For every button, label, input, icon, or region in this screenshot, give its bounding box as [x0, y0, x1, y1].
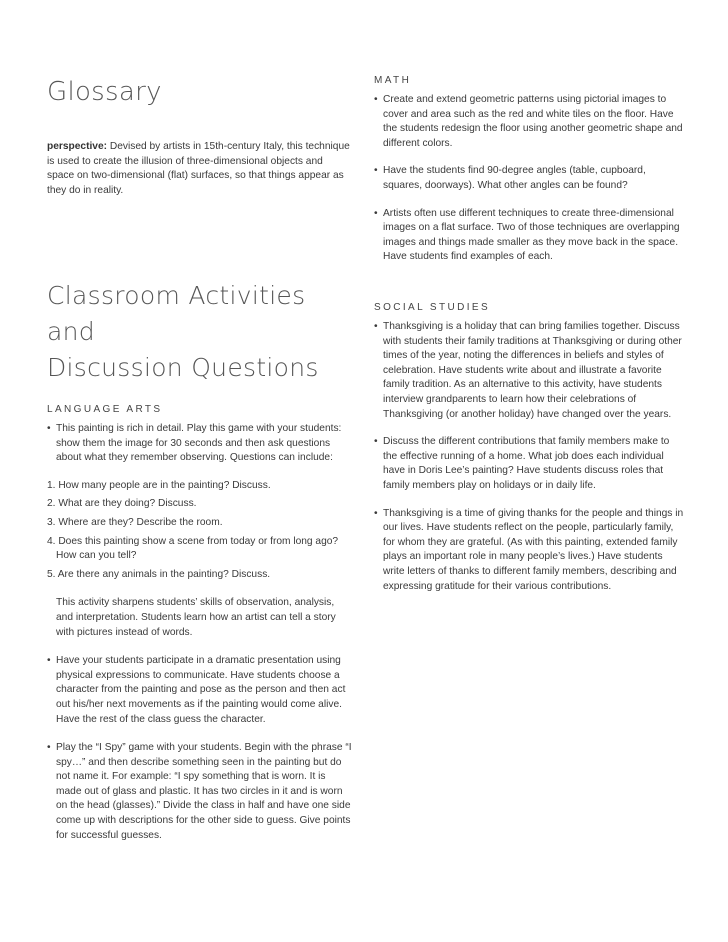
- question-item: 3. Where are they? Describe the room.: [47, 516, 223, 528]
- glossary-definition: Devised by artists in 15th-century Italy, this technique is used to create the illusion of three-dimensional objects and space on two-dimensional (flat) surfaces, so that things appear as they do in reality.: [47, 141, 350, 196]
- social-studies-bullet: • Discuss the different contributions that family members make to the effective running of a home. What job does each individual have in Doris Lee’s painting? Have students discuss roles that family members play on holidays or in daily life.: [374, 435, 684, 493]
- glossary-entry: [47, 140, 352, 198]
- math-section: [374, 74, 684, 265]
- glossary-title: Glossary: [47, 77, 162, 107]
- question-item: 4. Does this painting show a scene from today or from long ago? How can you tell?: [47, 535, 339, 562]
- language-arts-bullet: • Have your students participate in a dramatic presentation using physical expressions to communicate. Have students choose a character from the painting and pose as the person and then act out his/her next movements as if the painting would come alive. Have the rest of the class guess the character.: [47, 654, 352, 727]
- question-list: [47, 479, 352, 583]
- language-arts-section: [47, 403, 352, 843]
- language-arts-label: LANGUAGE ARTS: [47, 404, 163, 415]
- social-studies-bullet: • Thanksgiving is a time of giving thanks for the people and things in our lives. Have students reflect on the people, particularly family, for whom they are grateful. (As with this painting, extended family plays an important role in many people’s lives.) Have students write letters of thanks to different family members, describing and expressing gratitude for their various contributions.: [374, 507, 684, 595]
- math-bullet: • Have the students find 90-degree angles (table, cupboard, squares, doorways). What other angles can be found?: [374, 164, 684, 193]
- language-arts-bullet: • Play the “I Spy” game with your students. Begin with the phrase “I spy…” and then describe something seen in the painting but do not name it. For example: “I spy something that is worn. It is made out of glass and plastic. It has two circles in it and is worn on the head (glasses).” Divide the class in half and have one side come up with descriptions for the other side to guess. Give points for successful guesses.: [47, 741, 352, 843]
- social-studies-label: SOCIAL STUDIES: [374, 302, 491, 313]
- activities-title: [47, 278, 357, 386]
- social-studies-section: [374, 301, 684, 594]
- activities-title-line2: Discussion Questions: [47, 353, 319, 382]
- question-item: 5. Are there any animals in the painting? Discuss.: [47, 568, 271, 580]
- glossary-term: perspective:: [47, 141, 108, 152]
- math-label: MATH: [374, 75, 412, 86]
- question-item: 1. How many people are in the painting? Discuss.: [47, 479, 271, 491]
- math-bullet: • Artists often use different techniques to create three-dimensional images on a flat surface. Two of those techniques are overlapping images and things made smaller as they move back in the space. Have students find examples of each.: [374, 207, 684, 265]
- language-arts-intro: • This painting is rich in detail. Play this game with your students: show them the image for 30 seconds and then ask questions about what they remember observing. Questions can include:: [47, 422, 352, 466]
- math-bullet: • Create and extend geometric patterns using pictorial images to cover and area such as the red and white tiles on the floor. Have the students redesign the floor using another geometric shape and different colors.: [374, 93, 684, 151]
- language-arts-closing: This activity sharpens students’ skills of observation, analysis, and interpretation. Students learn how an artist can tell a story with pictures instead of words.: [56, 597, 336, 638]
- question-item: 2. What are they doing? Discuss.: [47, 498, 197, 510]
- activities-title-line1: Classroom Activities and: [47, 281, 306, 346]
- social-studies-bullet: • Thanksgiving is a holiday that can bring families together. Discuss with students their family traditions at Thanksgiving or during other times of the year, noting the differences in beliefs and styles of celebration. Have students write about and illustrate a favorite family tradition. As an alternative to this activity, have students interview grandparents to learn how their celebrations of Thanksgiving (or another holiday) have changed over the years.: [374, 320, 684, 422]
